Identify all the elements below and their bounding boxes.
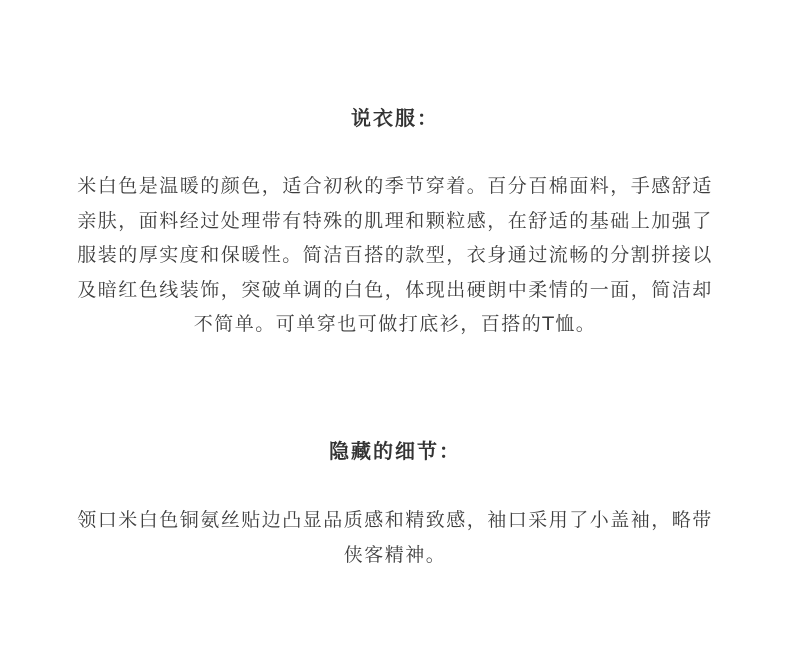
section-heading-clothing: 说衣服： (351, 106, 439, 130)
section-heading-details: 隐藏的细节： (329, 439, 461, 463)
section-body-clothing: 米白色是温暖的颜色，适合初秋的季节穿着。百分百棉面料，手感舒适亲肤，面料经过处理带有特殊的肌理和颗粒感，在舒适的基础上加强了服装的厚实度和保暖性。简洁百搭的款型，衣身通过流畅的分割拼接以及暗红色线装饰，突破单调的白色，体现出硬朗中柔情的一面，简洁却不简单。可单穿也可做打底衫，百搭的T恤。 (77, 175, 713, 335)
section-body-details: 领口米白色铜氨丝贴边凸显品质感和精致感，袖口采用了小盖袖，略带侠客精神。 (77, 509, 713, 566)
